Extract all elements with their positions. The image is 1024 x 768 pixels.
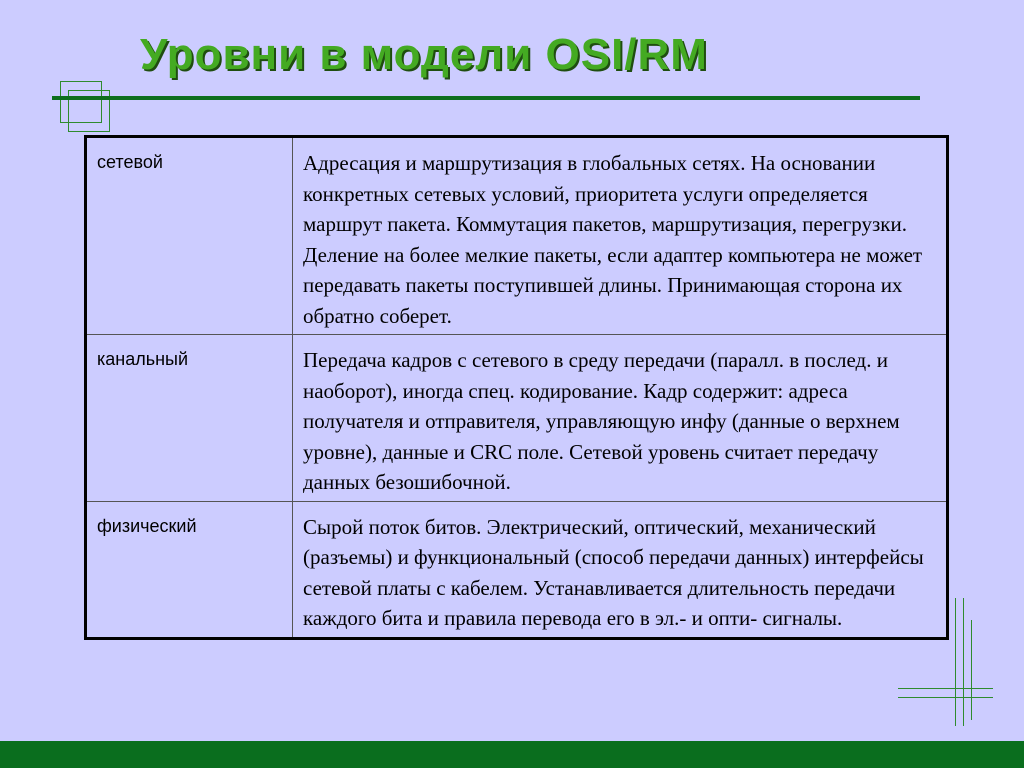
decorative-line — [898, 688, 993, 689]
table-row — [86, 501, 948, 638]
decorative-line — [971, 620, 972, 720]
decorative-line — [955, 598, 956, 726]
layer-description: Адресация и маршрутизация в глобальных сетях. На основании конкретных сетевых условий, приоритета услуги определяется маршрут пакета. Коммутация пакетов, маршрутизация, перегрузки. Деление на более мелкие пакеты, если адаптер компьютера не может передавать пакеты поступившей длины. Принимающая сторона их обратно соберет. — [293, 137, 948, 335]
decorative-line — [963, 598, 964, 726]
layer-description: Сырой поток битов. Электрический, оптический, механический (разъемы) и функциональный (способ передачи данных) интерфейсы сетевой платы с кабелем. Устанавливается длительность передачи каждого бита и правила перевода его в эл.- и опти- сигналы. — [293, 501, 948, 638]
title-underline — [52, 96, 920, 100]
layer-name: физический — [86, 501, 293, 638]
layer-description: Передача кадров с сетевого в среду передачи (паралл. в послед. и наоборот), иногда спец. кодирование. Кадр содержит: адреса получателя и отправителя, управляющую инфу (данные о верхнем уровне), данные и CRC поле. Сетевой уровень считает передачу данных безошибочной. — [293, 335, 948, 502]
slide-title: Уровни в модели OSI/RM — [140, 30, 708, 79]
bottom-bar — [0, 741, 1024, 768]
layer-name: канальный — [86, 335, 293, 502]
table-row — [86, 137, 948, 335]
layer-name: сетевой — [86, 137, 293, 335]
osi-layers-table — [84, 135, 949, 640]
decorative-line — [898, 697, 993, 698]
table-row — [86, 335, 948, 502]
